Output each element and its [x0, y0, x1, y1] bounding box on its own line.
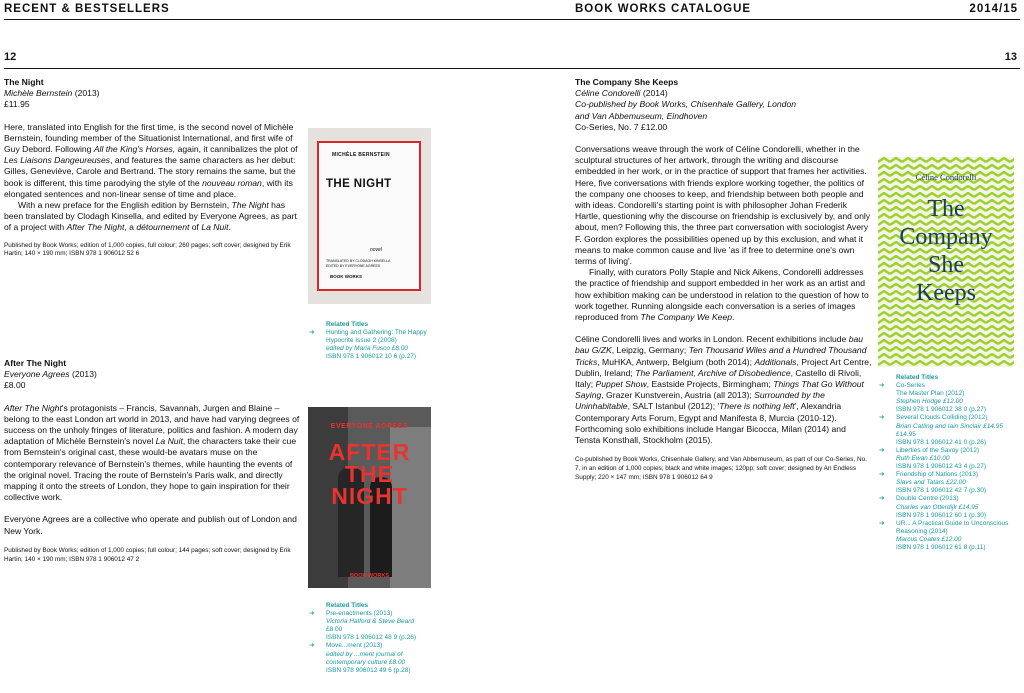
related-heading: Related Titles: [326, 602, 369, 609]
copublisher-line-2: and Van Abbemuseum, Eindhoven: [575, 110, 708, 121]
book-price: £8.00: [4, 380, 26, 391]
cover-title: The Company She Keeps: [899, 196, 993, 306]
related-item[interactable]: ➔ Hunting and Gathering: The Happy Hypocrite Issue 2 (2008) edited by Maria Fusco £8.00 ISBN 978 1 906012 10 6 (p.27): [309, 329, 427, 361]
catalogue-title: BOOK WORKS CATALOGUE: [575, 3, 752, 15]
arrow-right-icon: ➔: [879, 414, 885, 422]
book-description-2: With a new preface for the English edition by Bernstein, The Night has been translated by Clodagh Kinsella, and edited by Everyone Agrees, as part of a project with After The Night, a détournement of La Nuit.: [4, 200, 297, 233]
related-item[interactable]: ➔ Double Centre (2013) Charles van Otterdijk £14.95 ISBN 978 1 906012 60 1 (p.30): [879, 495, 986, 519]
related-series[interactable]: ➔ Co-Series: [879, 382, 925, 390]
cover-author: Céline Condorelli: [915, 172, 977, 182]
arrow-right-icon: ➔: [879, 446, 885, 454]
catalogue-year: 2014/15: [969, 3, 1018, 15]
book-title: After The Night: [4, 358, 67, 368]
book-description-2: Finally, with curators Polly Staple and Nick Aikens, Condorelli addresses the practice of friendship and support embedded in her work as an artist and how exhibition making can be understood in relation to the question of how to work together. Running alongside each conversation is a series of images reproduced from The Company We Keep.: [575, 267, 869, 323]
book-description: Conversations weave through the work of Céline Condorelli, whether in the sculptural structures of her artwork, through the writing and discourse embedded in her work, or in the practice of support that frames her activities. Here, five conversations with friends explore working together, the politics of the company one chooses to keep, and friendship between both people and with ideas. Condorelli's starting point is with philosopher Johan Frederik Hartle, questioning why the discourse on friendship is exclusively by, and only about, men? Following this, the three part conversation with sociologist Avery F. Gordon explores the possibilities opened up by this exclusion, and what it means to make common cause and live 'as if free to determine one's own terms of living'.: [575, 144, 871, 267]
publication-details: Published by Book Works; edition of 1,000 copies; full colour; 144 pages; soft cover; designed by Erik Hartin; 140 × 190 mm; ISBN 978 1 906012 47 2: [4, 546, 291, 563]
section-title: RECENT & BESTSELLERS: [4, 3, 170, 15]
book-description-2: Everyone Agrees are a collective who operate and publish out of London and New York.: [4, 514, 297, 536]
related-item[interactable]: The Master Plan (2012) Stephen Hodge £12.00 ISBN 978 1 906012 38 0 (p.27): [896, 390, 986, 414]
arrow-right-icon: ➔: [309, 329, 315, 337]
book-title: The Company She Keeps: [575, 77, 679, 87]
page-number-right: 13: [1004, 51, 1017, 63]
related-heading: Related Titles: [326, 321, 369, 328]
related-titles-night: [309, 321, 439, 361]
copublisher-line: Co-published by Book Works, Chisenhale Gallery, London: [575, 99, 797, 110]
related-item[interactable]: ➔ UR... A Practical Guide to Unconscious Reasoning (2014) Marcus Coates £12.00 ISBN 978 1 906012 61 8 (p.11): [879, 519, 1009, 551]
arrow-right-icon: ➔: [879, 519, 885, 527]
related-item[interactable]: ➔ Several Clouds Colliding (2012) Brian Catling and Iain Sinclair £14.95 £14.95 ISBN 978 1 906012 41 0 (p.26): [879, 414, 1003, 446]
cover-after-the-night: [308, 407, 431, 588]
related-item[interactable]: ➔ Pre-enactments (2013) Victoria Halford & Steve Beard £8.00 ISBN 978 1 906012 48 9 (p.26): [309, 610, 416, 642]
cover-the-night: [308, 128, 431, 304]
series-price: Co-Series, No. 7 £12.00: [575, 121, 668, 132]
cover-title: THE NIGHT: [326, 178, 392, 190]
related-titles-company: [879, 374, 1019, 552]
artist-bio: Céline Condorelli lives and works in London. Recent exhibitions include bau bau G/ZK, Leipzig, Germany; Ten Thousand Wiles and a Hundred Thousand Tricks, MuHKA, Antwerp, Belgium (both 2014); Additionals, Project Art Centre, Dublin, Ireland; The Parliament, Archive of Disobedience, Castello di Rivoli, Italy; Puppet Show, Eastside Projects, Birmingham; Things That Go Without Saying, Grazer Kunstverein, Austria (all 2013); Surrounded by the Uninhabitable, SALT Istanbul (2012); 'There is nothing left', Alexandria Contemporary Arts Forum, Egypt and Manifesta 8, Murcia (2010-12). Forthcoming solo exhibitions include Hangar Bicocca, Milan (2014) and Tensta Konsthall, Stockholm (2015).: [575, 334, 872, 446]
arrow-right-icon: ➔: [309, 610, 315, 618]
book-price: £11.95: [4, 99, 30, 110]
cover-publisher: BOOK WORKS: [349, 573, 390, 579]
cover-company-she-keeps: [878, 157, 1014, 367]
arrow-right-icon: ➔: [879, 471, 885, 479]
related-heading: Related Titles: [896, 374, 939, 381]
related-item[interactable]: ➔ Friendship of Nations (2013) Slavs and Tatars £22.00 ISBN 978 1 906012 42 7 (p.30): [879, 471, 986, 495]
page-rule: [4, 68, 1020, 69]
page-number-left: 12: [4, 51, 17, 63]
cover-author: MICHÈLE BERNSTEIN: [332, 152, 390, 158]
publication-details: Co-published by Book Works, Chisenhale Gallery, and Van Abbemuseum, as part of our Co-Series, No. 7, in an edition of 1,000 copies; black and white images; 120pp; soft cover; designed by An Endless Supply; 220 × 147 mm; ISBN 978 1 906012 64 9: [575, 456, 867, 481]
book-author-line: Everyone Agrees (2013): [4, 369, 97, 380]
entry-the-night: [4, 77, 304, 259]
cover-author: EVERYONE AGREES: [330, 423, 409, 430]
related-item[interactable]: ➔ Move...ment (2013) edited by ...ment journal of contemporary culture £8.00 ISBN 978 906012 49 6 (p.28): [309, 642, 411, 674]
publication-details: Published by Book Works; edition of 1,000 copies, full colour; 260 pages; soft cover; designed by Erik Hartin; 140 × 190 mm; ISBN 978 1 906012 52 6: [4, 241, 291, 258]
arrow-right-icon: ➔: [309, 642, 315, 650]
arrow-right-icon: ➔: [879, 382, 885, 390]
book-description: After The Night's protagonists – Francis, Savannah, Jurgen and Blaine – belong to the east London art world in 2013, and have had varying degrees of success on the unholy fringes of literature, politics and fashion. A modern day adaptation of Michèle Bernstein's novel La Nuit, the characters take their cue from Bernstein's original cast, these would-be avatars muse on the contemporary relevance of Bernstein's themes, while haunting the events of the original novel. Tracing the route of Bernstein's Paris walk, and directly mapping it onto the streets of London, they hope to gain inspiration for their collective work.: [4, 402, 300, 503]
cover-title: AFTER THE NIGHT: [328, 439, 411, 509]
cover-credits: TRANSLATED BY CLODAGH KINSELLA EDITED BY EVERYONE AGREES: [326, 259, 391, 268]
arrow-right-icon: ➔: [879, 495, 885, 503]
entry-after-the-night: [4, 358, 304, 564]
cover-publisher: BOOK WORKS: [330, 274, 362, 279]
header-rule: [4, 19, 1020, 20]
book-title: The Night: [4, 77, 44, 87]
entry-company-she-keeps: [575, 77, 873, 482]
cover-tag: novel: [370, 247, 382, 253]
book-author-line: Michèle Bernstein (2013): [4, 88, 100, 99]
book-author-line: Céline Condorelli (2014): [575, 88, 668, 99]
related-titles-after: [309, 602, 439, 675]
book-description: Here, translated into English for the first time, is the second novel of Michèle Bernstein, founding member of the Situationist International, and first wife of Guy Debord. Following All the King's Horses, again, it cannibalizes the plot of Les Liaisons Dangeureuses, and features the same characters as her debut: Gilles, Geneviève, Carole and Bertrand. The story remains the same, but the book is different, this time parodying the style of the nouveau roman, with its elongated sentences and non-linear sense of time and place.: [4, 121, 298, 199]
related-item[interactable]: ➔ Liberties of the Savoy (2012) Ruth Ewan £10.00 ISBN 978 1 906012 43 4 (p.27): [879, 446, 986, 471]
